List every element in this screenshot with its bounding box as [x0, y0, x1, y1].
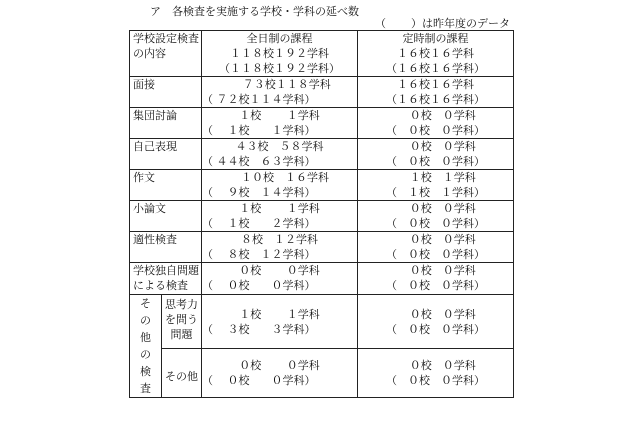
fulltime-count-prev: （ ０校 ０学科）	[202, 374, 316, 388]
side-char: 検	[140, 365, 151, 378]
page-heading: ア 各検査を実施する学校・学科の延べ数	[150, 5, 359, 18]
row-label: 小論文	[133, 202, 166, 215]
parttime-count: ０校 ０学科	[395, 109, 476, 122]
side-char: の	[140, 314, 151, 327]
parttime-count-prev: （ ０校 ０学科）	[386, 322, 485, 336]
fulltime-count-prev: （ １校 ２学科）	[202, 217, 316, 230]
row-label-line2: による検査	[133, 279, 188, 292]
table-row	[130, 295, 514, 349]
table-row	[130, 170, 514, 201]
header-item-line2: の内容	[133, 47, 166, 60]
header-fulltime-cell	[202, 31, 358, 77]
row-label: 自己表現	[133, 140, 177, 153]
table-row	[130, 349, 514, 398]
fulltime-count-prev: （ ３校 ３学科）	[202, 322, 316, 336]
parttime-count-prev: （１６校１６学科）	[386, 93, 485, 106]
side-char: の	[140, 348, 151, 361]
table-row	[130, 108, 514, 139]
sub-label-line: 問題	[170, 328, 193, 341]
fulltime-count-prev: （ ７２校１１４学科）	[202, 93, 316, 106]
parttime-count: ０校 ０学科	[395, 359, 476, 373]
row-label: 集団討論	[133, 109, 177, 122]
fulltime-count: ７３校１１８学科	[228, 78, 331, 91]
fulltime-count: ８校 １２学科	[241, 233, 318, 246]
parttime-count-prev: （ ０校 ０学科）	[386, 374, 485, 388]
fulltime-count: １０校 １６学科	[230, 171, 329, 184]
parttime-count: ０校 ０学科	[395, 233, 476, 246]
sub-label-thinking	[162, 295, 201, 342]
table-header-row	[130, 31, 514, 77]
parttime-count: １校 １学科	[395, 171, 476, 184]
sub-label-other: その他	[165, 370, 198, 384]
table-row	[130, 139, 514, 170]
fulltime-count: ４３校 ５８学科	[235, 140, 324, 153]
side-char: 査	[140, 382, 151, 395]
parttime-count-prev: （ ０校 ０学科）	[386, 124, 485, 137]
table-row	[130, 201, 514, 232]
fulltime-count: １校 １学科	[239, 202, 320, 215]
parttime-count-prev: （ ０校 ０学科）	[386, 217, 485, 230]
parttime-count: ０校 ０学科	[395, 307, 476, 321]
parttime-count-prev: （ ０校 ０学科）	[386, 279, 485, 292]
fulltime-count: ０校 ０学科	[239, 264, 320, 277]
header-item-line1: 学校設定検査	[133, 32, 199, 45]
table-row	[130, 232, 514, 263]
parttime-count: １６校１６学科	[397, 78, 474, 91]
fulltime-count: ０校 ０学科	[239, 359, 320, 373]
sub-label-line: 思考力	[165, 298, 198, 311]
fulltime-count-prev: （ ４４校 ６３学科）	[202, 155, 316, 168]
parttime-count-prev: （ １校 １学科）	[386, 186, 485, 199]
parttime-count-prev: （ ０校 ０学科）	[386, 155, 485, 168]
fulltime-count: １校 １学科	[239, 109, 320, 122]
table-row	[130, 77, 514, 108]
header-fulltime: 全日制の課程	[246, 32, 313, 45]
header-parttime-cell	[358, 31, 514, 77]
header-parttime-total: １６校１６学科	[397, 47, 474, 60]
row-label: 適性検査	[133, 233, 177, 246]
parttime-count: ０校 ０学科	[395, 140, 476, 153]
parttime-count-prev: （ ０校 ０学科）	[386, 248, 485, 261]
sub-label-line: を問う	[165, 313, 198, 326]
legend-paren-close: ）	[411, 17, 422, 30]
legend	[375, 15, 510, 31]
fulltime-count-prev: （ ９校 １４学科）	[202, 186, 316, 199]
fulltime-count-prev: （ ８校 １２学科）	[202, 248, 316, 261]
row-label: 面接	[133, 78, 155, 91]
other-side-label	[130, 295, 162, 398]
header-fulltime-total-prev: （１１８校１９２学科）	[219, 62, 340, 75]
side-char: そ	[140, 297, 151, 310]
header-parttime-total-prev: （１６校１６学科）	[386, 62, 485, 75]
header-parttime: 定時制の課程	[402, 32, 469, 45]
inspection-table	[129, 30, 514, 398]
side-char: 他	[140, 331, 151, 344]
row-label-line1: 学校独自問題	[133, 264, 199, 277]
parttime-count: ０校 ０学科	[395, 202, 476, 215]
header-item-cell	[130, 31, 202, 77]
fulltime-count-prev: （ ０校 ０学科）	[202, 279, 316, 292]
row-label: 作文	[133, 171, 155, 184]
parttime-count: ０校 ０学科	[395, 264, 476, 277]
header-fulltime-total: １１８校１９２学科	[230, 47, 329, 60]
fulltime-count-prev: （ １校 １学科）	[202, 124, 316, 137]
table-row	[130, 263, 514, 295]
legend-paren-open: （	[375, 17, 386, 30]
legend-text: は昨年度のデータ	[422, 17, 510, 30]
fulltime-count: １校 １学科	[239, 307, 320, 321]
